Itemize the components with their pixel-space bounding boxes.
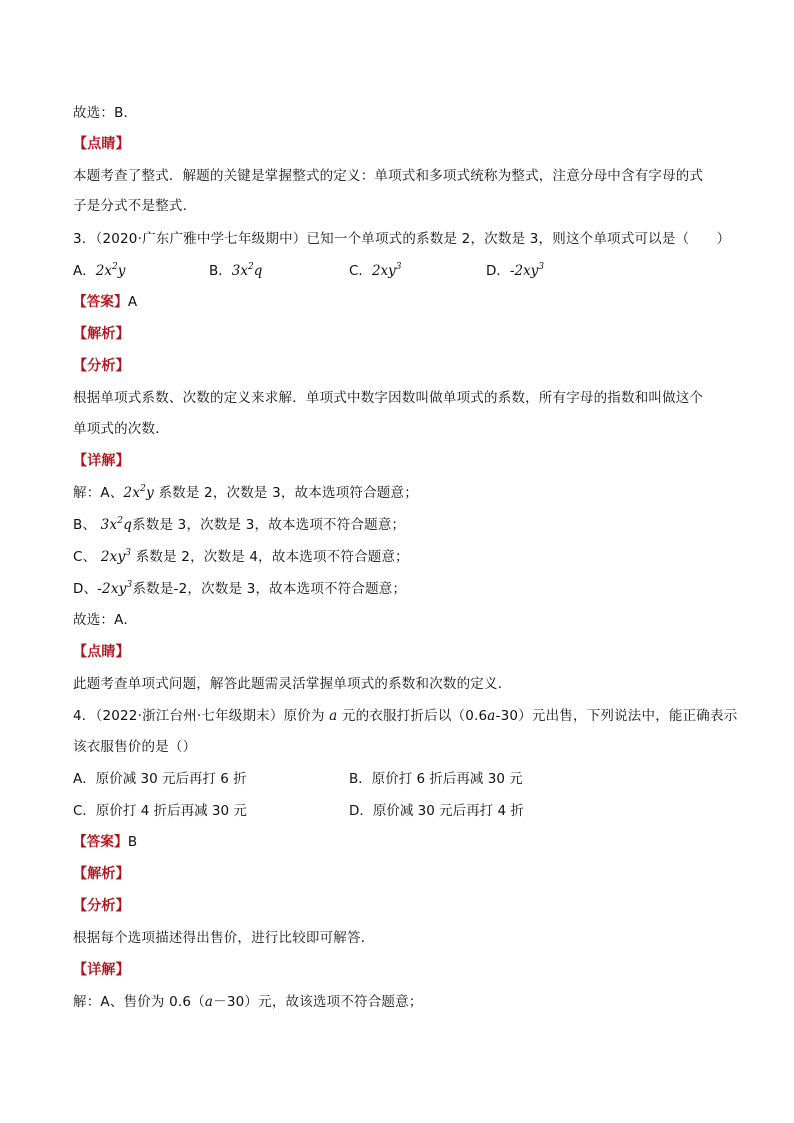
prev-comment-line2: 子是分式不是整式．	[73, 198, 197, 214]
q4-stem-line1: 4．（2022·浙江台州·七年级期末）原价为 a 元的衣服打折后以（0.6a-30）元出售，下列说法中，能正确表示	[73, 708, 738, 724]
q4-answer-tag: 【答案】	[73, 834, 128, 850]
q4-fenxi-tag: 【分析】	[73, 898, 130, 914]
q4-stem-line2: 该衣服售价的是（）	[73, 739, 197, 755]
q4-detail-tag: 【详解】	[73, 962, 130, 978]
q4-option-c: C．原价打 4 折后再减 30 元	[73, 803, 247, 819]
q3-stem: 3．（2020·广东广雅中学七年级期中）已知一个单项式的系数是 2，次数是 3，则这个单项式可以是（ ）	[73, 231, 731, 247]
q3-fenxi-tag: 【分析】	[73, 358, 130, 374]
q3-detail-d: D、$-2xy^3$系数是-2，次数是 3，故本选项不符合题意；	[73, 580, 407, 597]
q3-detail-a: 解：A、$2x^2y$ 系数是 2，次数是 3，故本选项符合题意；	[73, 484, 418, 501]
q3-fenxi-line1: 根据单项式系数、次数的定义来求解．单项式中数字因数叫做单项式的系数，所有字母的指数和叫做这个	[73, 390, 704, 406]
q3-option-a: A．$2x^2y$	[73, 262, 126, 279]
q4-answer-value: B	[127, 834, 138, 850]
q4-options-row1	[73, 770, 733, 788]
q4-option-d: D．原价减 30 元后再打 4 折	[349, 803, 524, 819]
q3-comment: 此题考查单项式问题，解答此题需灵活掌握单项式的系数和次数的定义．	[73, 676, 512, 692]
q3-detail-c: C、 $2xy^3$ 系数是 2，次数是 4，故本选项不符合题意；	[73, 548, 409, 565]
q3-analysis-tag: 【解析】	[73, 326, 130, 342]
q3-fenxi-line2: 单项式的次数．	[73, 421, 169, 437]
q3-detail-tag: 【详解】	[73, 453, 130, 469]
q3-detail-b: B、 $3x^2q$系数是 3，次数是 3，故本选项不符合题意；	[73, 516, 406, 533]
q4-fenxi: 根据每个选项描述得出售价，进行比较即可解答．	[73, 930, 375, 946]
q3-answer-tag: 【答案】	[73, 294, 128, 310]
q4-options-row2	[73, 802, 733, 820]
prev-comment-tag: 【点睛】	[73, 136, 130, 152]
q4-option-a: A．原价减 30 元后再打 6 折	[73, 771, 247, 787]
q3-comment-tag: 【点睛】	[73, 644, 130, 660]
prev-comment-line1: 本题考查了整式．解题的关键是掌握整式的定义：单项式和多项式统称为整式，注意分母中含有字母的式	[73, 168, 704, 184]
q3-option-b: B．$3x^2q$	[209, 262, 263, 279]
q3-option-c: C．$2xy^3$	[349, 262, 402, 279]
q3-answer-value: A	[127, 294, 138, 310]
q4-detail-a: 解：A、售价为 0.6（a－30）元，故该选项不符合题意；	[73, 994, 423, 1010]
q3-choose-text: 故选：A．	[73, 612, 138, 628]
q4-option-b: B．原价打 6 折后再减 30 元	[349, 771, 523, 787]
prev-choose-text: 故选：B．	[73, 105, 138, 121]
q4-analysis-tag: 【解析】	[73, 866, 130, 882]
q3-options	[73, 262, 733, 280]
q4-answer	[73, 833, 137, 851]
q3-option-d: D．$-2xy^3$	[486, 262, 545, 279]
q3-answer	[73, 293, 137, 311]
